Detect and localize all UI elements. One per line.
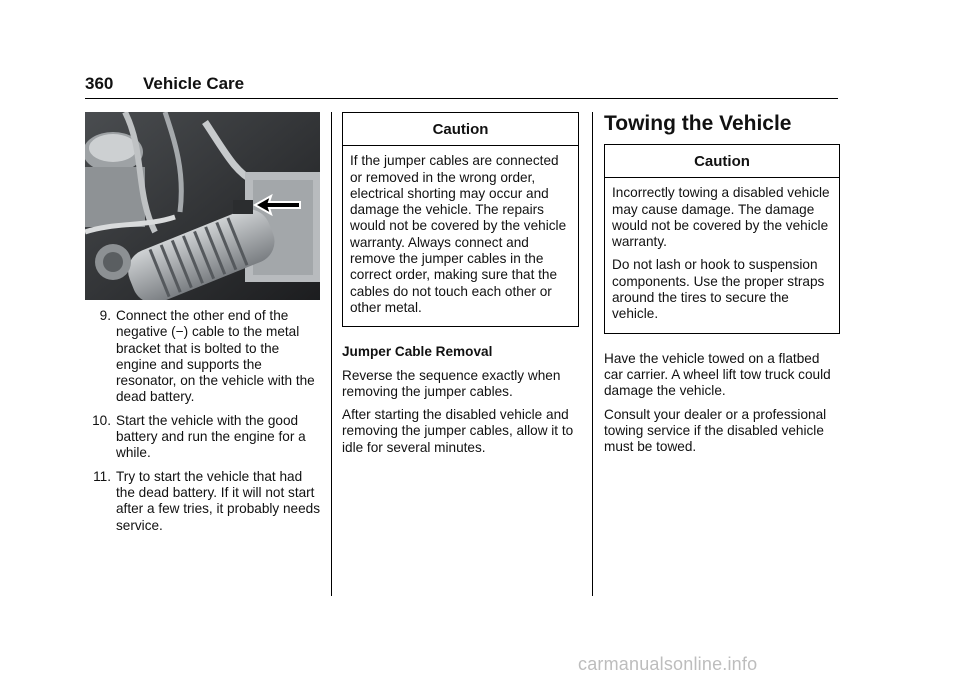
body-paragraph: After starting the disabled vehicle and removing the jumper cables, allow it to idle for several minutes. bbox=[342, 407, 574, 455]
step-text: Connect the other end of the negative (−) cable to the metal bracket that is bolted to the engine and supports the resonator, on the vehicle with the dead battery. bbox=[116, 308, 315, 405]
column-divider-right bbox=[592, 112, 593, 596]
step-number: 9. bbox=[99, 308, 111, 323]
procedure-steps bbox=[85, 308, 320, 534]
list-item bbox=[85, 469, 320, 534]
page-header bbox=[85, 72, 838, 99]
page-number: 360 bbox=[85, 74, 114, 93]
column-divider-left bbox=[331, 112, 332, 596]
watermark: carmanualsonline.info bbox=[578, 654, 758, 674]
body-paragraph: Have the vehicle towed on a flatbed car carrier. A wheel lift tow truck could damage the vehicle. bbox=[604, 350, 831, 399]
body-paragraph: Consult your dealer or a professional towing service if the disabled vehicle must be towed. bbox=[604, 406, 827, 455]
caution-text: Do not lash or hook to suspension components. Use the proper straps around the tires to secure the vehicle. bbox=[612, 257, 825, 322]
caution-text: Incorrectly towing a disabled vehicle may cause damage. The damage would not be covered by the vehicle warranty. bbox=[612, 185, 830, 250]
caution-title: Caution bbox=[605, 145, 839, 178]
caution-box bbox=[342, 112, 579, 327]
section-title: Vehicle Care bbox=[143, 74, 245, 93]
list-item bbox=[85, 413, 320, 462]
caution-text: If the jumper cables are connected or removed in the wrong order, electrical shorting may occur and damage the vehicle. The repairs would not be covered by the vehicle warranty. Always connect and remove the jumper cables in the correct order, making sure that the cables do not touch each other or other metal. bbox=[350, 153, 567, 315]
caution-title: Caution bbox=[343, 113, 578, 146]
engine-illustration bbox=[85, 112, 320, 300]
section-heading: Towing the Vehicle bbox=[604, 112, 792, 135]
column-2 bbox=[342, 112, 579, 456]
step-number: 10. bbox=[92, 412, 111, 428]
column-1 bbox=[85, 112, 320, 541]
column-3 bbox=[604, 112, 840, 455]
body-paragraph: Reverse the sequence exactly when removing the jumper cables. bbox=[342, 367, 561, 399]
engine-compartment-figure bbox=[85, 112, 320, 300]
step-text: Start the vehicle with the good battery and run the engine for a while. bbox=[116, 412, 306, 461]
caution-box bbox=[604, 144, 840, 334]
step-text: Try to start the vehicle that had the dead battery. If it will not start after a few tries, it probably needs service. bbox=[116, 468, 321, 533]
list-item bbox=[85, 308, 320, 406]
subheading: Jumper Cable Removal bbox=[342, 344, 493, 360]
step-number: 11. bbox=[93, 468, 111, 484]
